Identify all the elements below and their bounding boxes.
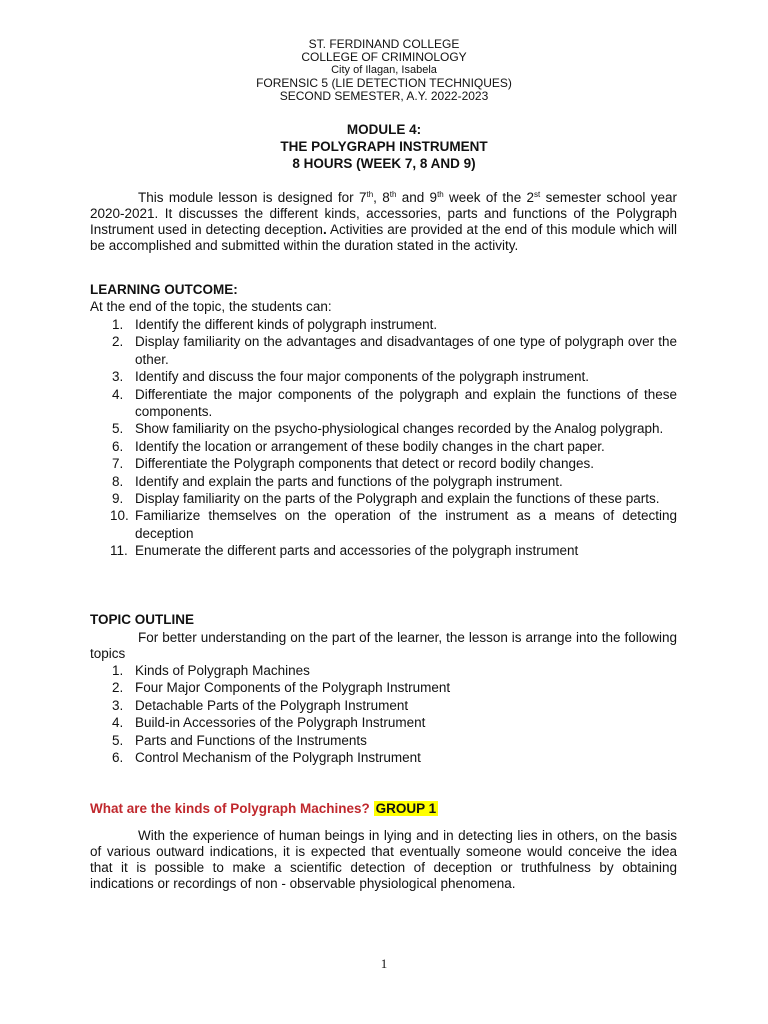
- list-item: [90, 679, 677, 696]
- item-number: 2.: [112, 334, 124, 350]
- item-text: Kinds of Polygraph Machines: [135, 663, 310, 678]
- list-item: [90, 455, 677, 472]
- item-number: 7.: [112, 456, 124, 472]
- item-text: Control Mechanism of the Polygraph Instrument: [135, 750, 421, 766]
- module-hours: 8 HOURS (WEEK 7, 8 AND 9): [292, 156, 476, 171]
- item-number: 3.: [112, 369, 124, 385]
- item-text: Show familiarity on the psycho-physiological changes recorded by the Analog polygraph.: [135, 421, 664, 437]
- learning-outcome-heading: LEARNING OUTCOME:: [90, 282, 238, 297]
- topic-outline-lead: For better understanding on the part of the learner, the lesson is arrange into the following topics: [90, 630, 677, 661]
- list-item: [90, 490, 677, 507]
- city-line: City of Ilagan, Isabela: [331, 64, 437, 76]
- topic-outline-heading: TOPIC OUTLINE: [90, 612, 195, 627]
- kinds-paragraph: With the experience of human beings in lying and in detecting lies in others, on the basis of various outward indications, it is expected that eventually someone would conceive the idea that it is possible to make a scientific detection of deception or truthfulness by obtaining indications or recordings of non - observable physiological phenomena.: [90, 828, 677, 891]
- kinds-question-line: [90, 801, 677, 817]
- item-number: 9.: [112, 491, 124, 507]
- item-text: Build-in Accessories of the Polygraph Instrument: [135, 715, 426, 731]
- item-number: 5.: [112, 421, 124, 437]
- intro-sup: th: [366, 190, 374, 199]
- module-title: THE POLYGRAPH INSTRUMENT: [280, 139, 488, 154]
- topic-outline-section: [90, 612, 677, 766]
- course-name: FORENSIC 5 (LIE DETECTION TECHNIQUES): [256, 76, 512, 90]
- intro-text: , 8: [373, 190, 390, 205]
- intro-text: semester school year 2020-2021. It discusses the different kinds, accessories, parts and functions of the Polygraph Instrument used in detecting deception: [90, 190, 677, 237]
- department-name: COLLEGE OF CRIMINOLOGY: [301, 50, 467, 64]
- list-item: [90, 420, 677, 437]
- item-number: 6.: [112, 438, 124, 454]
- item-text: Enumerate the different parts and accessories of the polygraph instrument: [135, 543, 579, 559]
- intro-paragraph: [90, 190, 677, 254]
- list-item: [90, 749, 677, 766]
- list-item: [90, 714, 677, 731]
- item-number: 10.: [110, 508, 129, 524]
- intro-text: Activities are provided at the end of this module which will be accomplished and submitted within the duration stated in the activity.: [90, 222, 677, 253]
- item-number: 1.: [112, 663, 124, 678]
- item-text: Differentiate the Polygraph components that detect or record bodily changes.: [135, 456, 595, 472]
- list-item: [90, 507, 677, 542]
- intro-bold-period: .: [322, 222, 327, 237]
- item-text: Identify the different kinds of polygraph instrument.: [135, 317, 438, 332]
- intro-sup: th: [437, 190, 444, 199]
- intro-text: and 9: [396, 190, 438, 205]
- intro-sup: st: [534, 190, 541, 199]
- item-text: Identify and explain the parts and functions of the polygraph instrument.: [135, 473, 563, 489]
- group-badge: GROUP 1: [375, 801, 437, 816]
- list-item: [90, 333, 677, 368]
- intro-sup: th: [389, 190, 397, 199]
- learning-outcome-lead: At the end of the topic, the students can:: [90, 299, 332, 314]
- document-header: [0, 38, 768, 103]
- topic-outline-list: [90, 662, 677, 766]
- item-number: 1.: [112, 317, 124, 332]
- semester-line: SECOND SEMESTER, A.Y. 2022-2023: [279, 89, 489, 103]
- list-item: [90, 697, 677, 714]
- item-text: Identify and discuss the four major components of the polygraph instrument.: [135, 369, 589, 385]
- module-title-block: [0, 121, 768, 172]
- item-text: Parts and Functions of the Instruments: [135, 732, 367, 748]
- item-text: Display familiarity on the parts of the Polygraph and explain the functions of these parts.: [135, 491, 660, 507]
- item-text: Familiarize themselves on the operation of the instrument as a means of detecting deception: [135, 508, 677, 541]
- item-text: Identify the location or arrangement of these bodily changes in the chart paper.: [135, 438, 605, 454]
- intro-text: week of the 2: [443, 190, 535, 205]
- list-item: [90, 438, 677, 455]
- learning-outcome-section: [90, 282, 677, 560]
- list-item: [90, 386, 677, 421]
- list-item: [90, 732, 677, 749]
- item-number: 2.: [112, 680, 124, 696]
- item-number: 8.: [112, 473, 124, 489]
- module-number: MODULE 4:: [346, 122, 422, 137]
- college-name: ST. FERDINAND COLLEGE: [308, 37, 460, 51]
- item-number: 11.: [110, 543, 128, 559]
- item-text: Detachable Parts of the Polygraph Instrument: [135, 697, 409, 713]
- item-text: Display familiarity on the advantages and disadvantages of one type of polygraph over the other.: [135, 334, 677, 367]
- list-item: [90, 542, 677, 559]
- item-number: 4.: [112, 386, 124, 402]
- item-number: 3.: [112, 697, 124, 713]
- intro-text: This module lesson is designed for 7: [138, 190, 367, 205]
- list-item: [90, 662, 677, 679]
- list-item: [90, 473, 677, 490]
- item-text: Differentiate the major components of the polygraph and explain the functions of these components.: [135, 386, 677, 420]
- learning-outcome-list: [90, 316, 677, 560]
- item-number: 4.: [112, 715, 124, 731]
- list-item: [90, 368, 677, 385]
- item-number: 5.: [112, 732, 124, 748]
- list-item: [90, 316, 677, 333]
- kinds-question: What are the kinds of Polygraph Machines?: [90, 801, 370, 816]
- item-number: 6.: [112, 750, 124, 766]
- page-number: 1: [380, 956, 388, 971]
- item-text: Four Major Components of the Polygraph Instrument: [135, 680, 451, 696]
